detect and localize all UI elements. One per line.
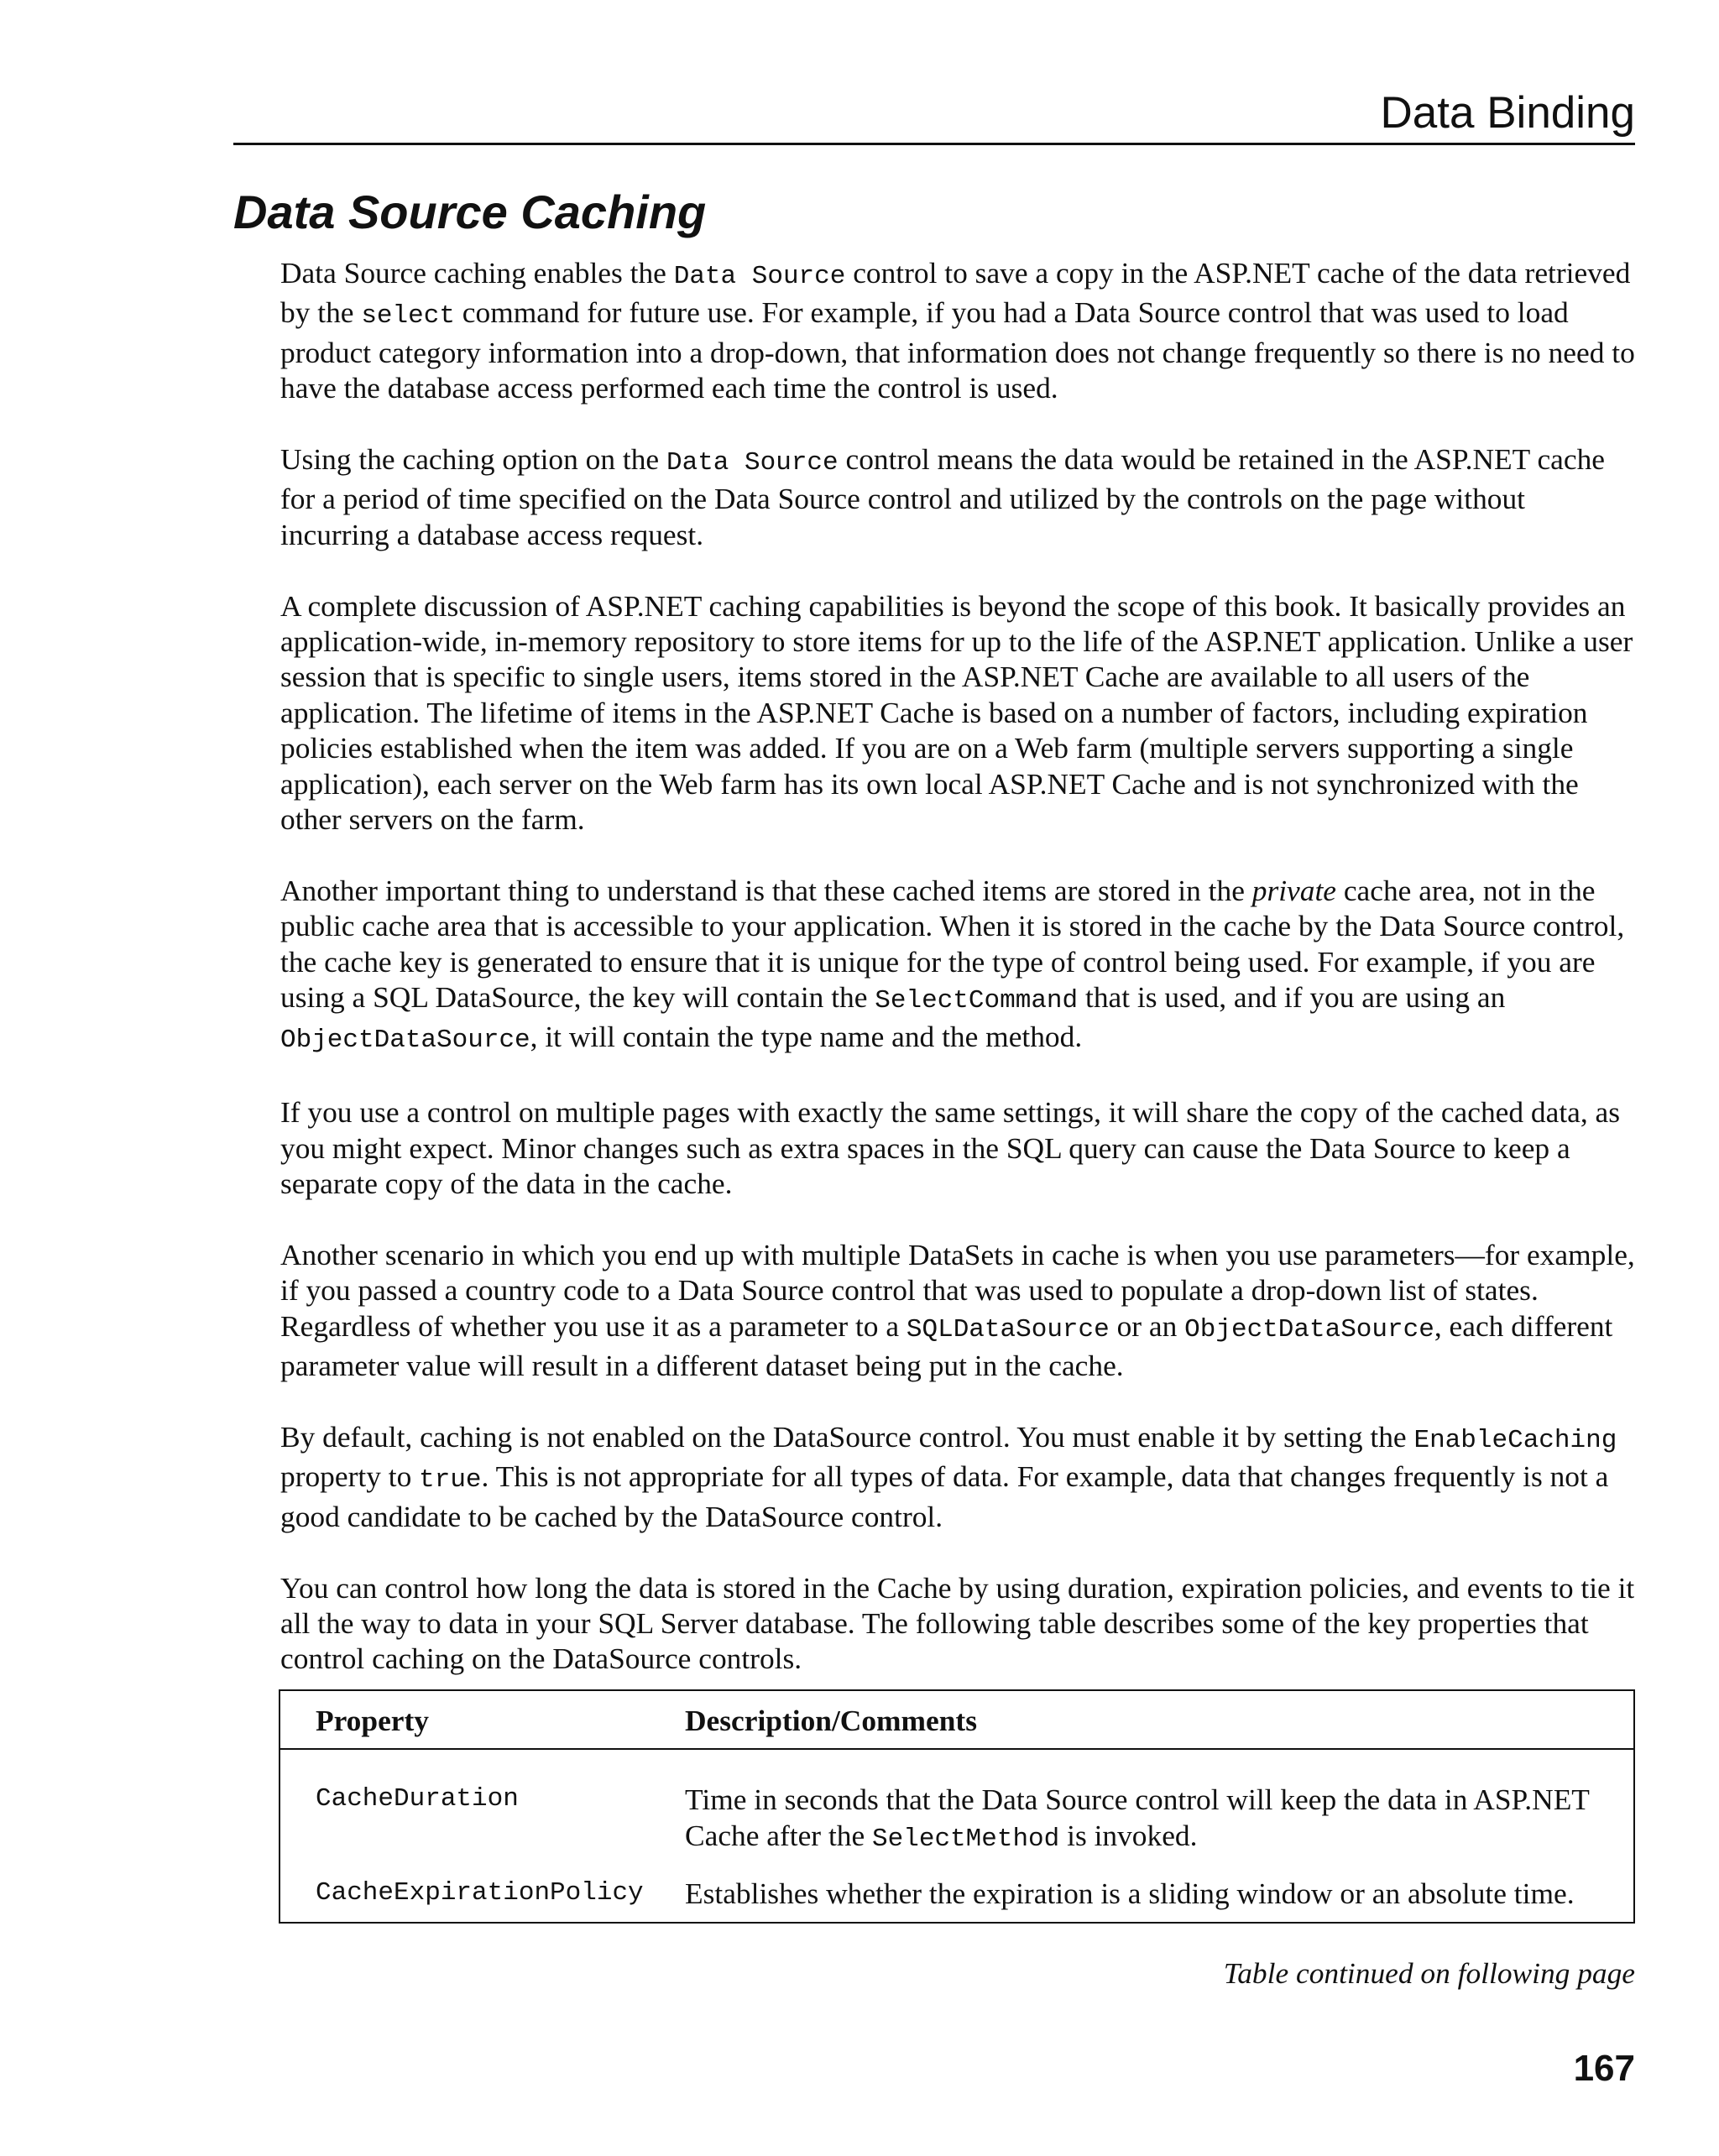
inline-code: Data Source (666, 448, 839, 478)
inline-code: ObjectDataSource (1184, 1314, 1434, 1344)
table-continued-note: Table continued on following page (1223, 1956, 1635, 1990)
text-run: Data Source caching enables the (280, 256, 674, 290)
paragraph-4 (280, 873, 1635, 1059)
caching-properties-table (279, 1689, 1635, 1924)
property-name-cell: CacheDuration (316, 1784, 519, 1814)
text-run: property to (280, 1459, 420, 1494)
inline-code: Data Source (673, 262, 846, 291)
header-rule (233, 143, 1635, 145)
paragraph-2 (280, 441, 1635, 552)
text-run: , each different parameter value will result in a different dataset being put in the cache. (280, 1308, 1613, 1383)
text-run: is invoked. (1059, 1818, 1198, 1852)
inline-code: SQLDataSource (906, 1314, 1110, 1344)
text-run: If you use a control on multiple pages with exactly the same settings, it will share the copy of the cached data, as you might expect. Minor changes such as extra spaces in the SQL query can cause the Data Source to keep a separate copy of the data in the cache. (280, 1095, 1621, 1201)
inline-code: SelectCommand (875, 986, 1079, 1016)
table-row (280, 1857, 1634, 1922)
text-run: Using the caching option on the (280, 442, 666, 477)
property-name-cell: CacheExpirationPolicy (316, 1878, 644, 1908)
text-run: Time in seconds that the Data Source control will keep the data in ASP.NET Cache after the (685, 1783, 1590, 1852)
text-run: or an (1109, 1308, 1185, 1343)
text-run: , it will contain the type name and the method. (530, 1020, 1083, 1054)
inline-code: SelectMethod (872, 1824, 1060, 1854)
emphasis-text: private (1251, 873, 1336, 907)
paragraph-7 (280, 1419, 1635, 1534)
text-run: that is used, and if you are using an (1078, 980, 1506, 1015)
running-head: Data Binding (1380, 88, 1635, 138)
section-title: Data Source Caching (233, 185, 707, 238)
text-run: control to save a copy in the ASP.NET cache of the data retrieved by the (280, 256, 1631, 330)
text-run: A complete discussion of ASP.NET caching capabilities is beyond the scope of this book. It basically provides an application-wide, in-memory repository to store items for up to the life of the ASP.NET application. Unlike a user session that is specific to single users, items stored in the ASP.NET Cache are available to all users of the application. The lifetime of items in the ASP.NET Cache is based on a number of factors, including expiration policies established when the item was added. If you are on a Web farm (multiple servers supporting a single application), each server on the Web farm has its own local ASP.NET Cache and is not synchronized with the other servers on the farm. (280, 588, 1633, 837)
table-header-row (280, 1690, 1634, 1749)
text-run: Another scenario in which you end up with multiple DataSets in cache is when you use parameters—for example, if you passed a country code to a Data Source control that was used to populate a drop-down list of states. Regardless of whether you use it as a parameter to a (280, 1237, 1635, 1343)
text-run: Another important thing to understand is that these cached items are stored in the (280, 873, 1252, 907)
inline-code: EnableCaching (1413, 1425, 1617, 1455)
inline-code: select (361, 301, 455, 331)
paragraph-6 (280, 1237, 1635, 1384)
description-cell (685, 1749, 1634, 1857)
text-run: . This is not appropriate for all types of data. For example, data that changes frequently is not a good candidate to be cached by the DataSource control. (280, 1459, 1609, 1533)
inline-code: true (419, 1465, 482, 1496)
text-run: By default, caching is not enabled on the DataSource control. You must enable it by setting the (280, 1419, 1414, 1454)
column-header-description: Description/Comments (685, 1690, 1634, 1749)
column-header-property: Property (280, 1690, 685, 1749)
paragraph-1 (280, 255, 1635, 406)
paragraph-3 (280, 588, 1635, 838)
paragraph-8 (280, 1570, 1635, 1677)
description-cell: Establishes whether the expiration is a sliding window or an absolute time. (685, 1877, 1575, 1911)
text-run: command for future use. For example, if you had a Data Source control that was used to load product category information into a drop-down, that information does not change frequently so there is no need to have the database access performed each time the control is used. (280, 295, 1635, 405)
paragraph-5 (280, 1094, 1635, 1201)
table-row (280, 1749, 1634, 1857)
text-run: You can control how long the data is stored in the Cache by using duration, expiration policies, and events to tie it all the way to data in your SQL Server database. The following table describes some of the key properties that control caching on the DataSource controls. (280, 1570, 1635, 1676)
body-text (280, 255, 1635, 1712)
inline-code: ObjectDataSource (280, 1026, 530, 1056)
text-run: control means the data would be retained in the ASP.NET cache for a period of time specified on the Data Source control and utilized by the controls on the page without incurring a database access request. (280, 442, 1605, 551)
page-number: 167 (1573, 2048, 1635, 2089)
text-run: cache area, not in the public cache area that is accessible to your application. When it is stored in the cache by the Data Source control, the cache key is generated to ensure that it is unique for the type of control being used. For example, if you are using a SQL DataSource, the key will contain the (280, 873, 1625, 1015)
